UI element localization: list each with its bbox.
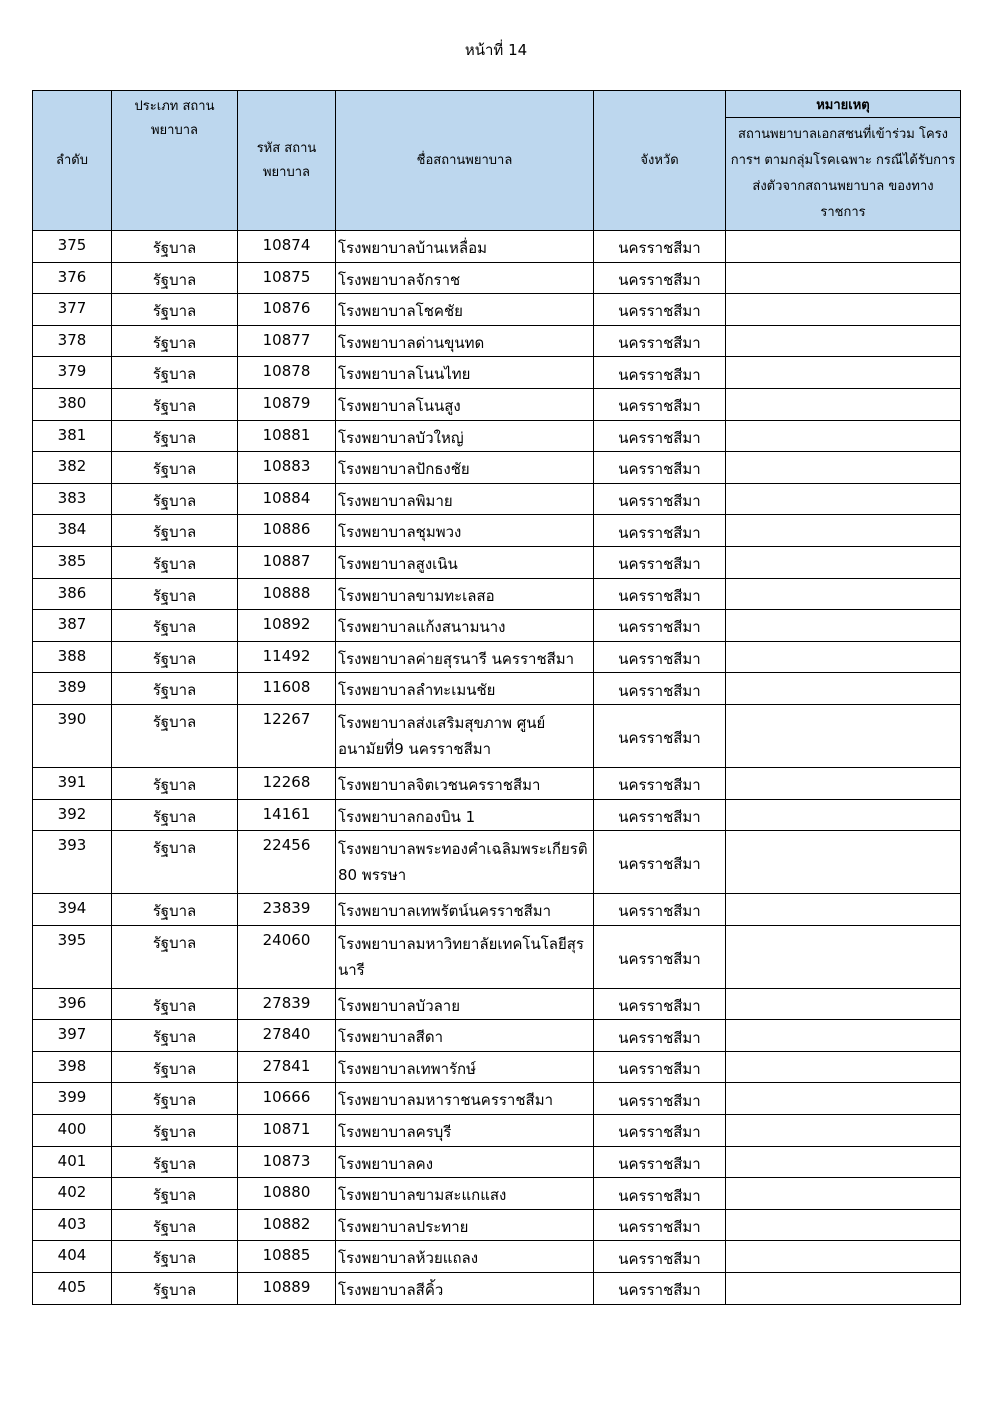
cell-code: 10871 — [238, 1115, 336, 1147]
cell-province: นครราชสีมา — [594, 578, 726, 610]
cell-province: นครราชสีมา — [594, 388, 726, 420]
cell-no: 385 — [33, 546, 112, 578]
table-row — [33, 388, 961, 420]
cell-name: โรงพยาบาลครบุรี — [336, 1115, 594, 1147]
cell-name: โรงพยาบาลโนนไทย — [336, 357, 594, 389]
cell-type: รัฐบาล — [112, 894, 238, 926]
cell-no: 376 — [33, 262, 112, 294]
table-row — [33, 515, 961, 547]
cell-note — [726, 799, 961, 831]
cell-code: 10878 — [238, 357, 336, 389]
header-code: รหัส สถานพยาบาล — [238, 91, 336, 231]
cell-note — [726, 452, 961, 484]
cell-code: 11608 — [238, 673, 336, 705]
header-note-title: หมายเหตุ — [726, 91, 961, 118]
cell-type: รัฐบาล — [112, 767, 238, 799]
cell-name: โรงพยาบาลกองบิน 1 — [336, 799, 594, 831]
cell-province: นครราชสีมา — [594, 262, 726, 294]
cell-province: นครราชสีมา — [594, 1083, 726, 1115]
table-row — [33, 641, 961, 673]
cell-type: รัฐบาล — [112, 831, 238, 894]
header-note-subtitle: สถานพยาบาลเอกสชนที่เข้าร่วม โครงการฯ ตามกลุ่มโรคเฉพาะ กรณีได้รับการส่งตัวจากสถานพยาบาล ของทางราชการ — [726, 118, 961, 231]
cell-type: รัฐบาล — [112, 799, 238, 831]
cell-province: นครราชสีมา — [594, 515, 726, 547]
cell-type: รัฐบาล — [112, 452, 238, 484]
cell-name: โรงพยาบาลขามทะเลสอ — [336, 578, 594, 610]
cell-type: รัฐบาล — [112, 1115, 238, 1147]
cell-code: 12267 — [238, 704, 336, 767]
cell-no: 397 — [33, 1020, 112, 1052]
cell-name: โรงพยาบาลปักธงชัย — [336, 452, 594, 484]
cell-name: โรงพยาบาลสูงเนิน — [336, 546, 594, 578]
cell-name: โรงพยาบาลประทาย — [336, 1209, 594, 1241]
header-province: จังหวัด — [594, 91, 726, 231]
cell-name: โรงพยาบาลลำทะเมนชัย — [336, 673, 594, 705]
cell-code: 23839 — [238, 894, 336, 926]
cell-province: นครราชสีมา — [594, 925, 726, 988]
cell-type: รัฐบาล — [112, 420, 238, 452]
cell-code: 10881 — [238, 420, 336, 452]
cell-no: 386 — [33, 578, 112, 610]
cell-type: รัฐบาล — [112, 925, 238, 988]
cell-no: 390 — [33, 704, 112, 767]
cell-code: 14161 — [238, 799, 336, 831]
cell-no: 398 — [33, 1051, 112, 1083]
cell-name: โรงพยาบาลจิตเวชนครราชสีมา — [336, 767, 594, 799]
cell-note — [726, 704, 961, 767]
cell-name: โรงพยาบาลเทพรัตน์นครราชสีมา — [336, 894, 594, 926]
cell-note — [726, 988, 961, 1020]
cell-type: รัฐบาล — [112, 988, 238, 1020]
cell-province: นครราชสีมา — [594, 1241, 726, 1273]
cell-name: โรงพยาบาลจักราช — [336, 262, 594, 294]
cell-code: 10874 — [238, 231, 336, 263]
cell-no: 394 — [33, 894, 112, 926]
cell-province: นครราชสีมา — [594, 641, 726, 673]
cell-no: 393 — [33, 831, 112, 894]
cell-type: รัฐบาล — [112, 641, 238, 673]
cell-type: รัฐบาล — [112, 357, 238, 389]
cell-code: 10876 — [238, 294, 336, 326]
cell-note — [726, 1115, 961, 1147]
cell-name: โรงพยาบาลขามสะแกแสง — [336, 1178, 594, 1210]
cell-code: 10885 — [238, 1241, 336, 1273]
table-row — [33, 452, 961, 484]
cell-province: นครราชสีมา — [594, 831, 726, 894]
cell-name: โรงพยาบาลบัวใหญ่ — [336, 420, 594, 452]
cell-name: โรงพยาบาลมหาราชนครราชสีมา — [336, 1083, 594, 1115]
cell-province: นครราชสีมา — [594, 420, 726, 452]
cell-type: รัฐบาล — [112, 325, 238, 357]
cell-note — [726, 325, 961, 357]
table-row — [33, 1273, 961, 1305]
cell-no: 379 — [33, 357, 112, 389]
cell-name: โรงพยาบาลโชคชัย — [336, 294, 594, 326]
cell-code: 27840 — [238, 1020, 336, 1052]
cell-code: 10883 — [238, 452, 336, 484]
cell-type: รัฐบาล — [112, 1241, 238, 1273]
table-row — [33, 357, 961, 389]
cell-note — [726, 641, 961, 673]
cell-code: 24060 — [238, 925, 336, 988]
cell-note — [726, 1209, 961, 1241]
cell-no: 383 — [33, 483, 112, 515]
table-row — [33, 1051, 961, 1083]
cell-name: โรงพยาบาลบัวลาย — [336, 988, 594, 1020]
cell-name: โรงพยาบาลชุมพวง — [336, 515, 594, 547]
cell-note — [726, 1020, 961, 1052]
cell-note — [726, 1083, 961, 1115]
cell-code: 10886 — [238, 515, 336, 547]
cell-province: นครราชสีมา — [594, 767, 726, 799]
table-row — [33, 1115, 961, 1147]
cell-type: รัฐบาล — [112, 483, 238, 515]
cell-type: รัฐบาล — [112, 1209, 238, 1241]
cell-note — [726, 1051, 961, 1083]
cell-province: นครราชสีมา — [594, 894, 726, 926]
cell-province: นครราชสีมา — [594, 357, 726, 389]
cell-code: 10887 — [238, 546, 336, 578]
cell-province: นครราชสีมา — [594, 325, 726, 357]
table-row — [33, 1146, 961, 1178]
cell-no: 401 — [33, 1146, 112, 1178]
table-row — [33, 1209, 961, 1241]
cell-no: 381 — [33, 420, 112, 452]
table-row — [33, 1083, 961, 1115]
cell-name: โรงพยาบาลค่ายสุรนารี นครราชสีมา — [336, 641, 594, 673]
table-row — [33, 578, 961, 610]
cell-province: นครราชสีมา — [594, 988, 726, 1020]
table-row — [33, 262, 961, 294]
cell-no: 404 — [33, 1241, 112, 1273]
cell-note — [726, 831, 961, 894]
cell-code: 27839 — [238, 988, 336, 1020]
cell-province: นครราชสีมา — [594, 1178, 726, 1210]
table-row — [33, 767, 961, 799]
table-row — [33, 1178, 961, 1210]
cell-province: นครราชสีมา — [594, 799, 726, 831]
cell-name: โรงพยาบาลด่านขุนทด — [336, 325, 594, 357]
cell-note — [726, 1241, 961, 1273]
table-row — [33, 799, 961, 831]
cell-code: 22456 — [238, 831, 336, 894]
cell-no: 388 — [33, 641, 112, 673]
table-row — [33, 1241, 961, 1273]
cell-type: รัฐบาล — [112, 546, 238, 578]
cell-province: นครราชสีมา — [594, 231, 726, 263]
cell-name: โรงพยาบาลโนนสูง — [336, 388, 594, 420]
hospital-table — [32, 90, 961, 1305]
cell-code: 10879 — [238, 388, 336, 420]
cell-code: 27841 — [238, 1051, 336, 1083]
cell-province: นครราชสีมา — [594, 1209, 726, 1241]
cell-note — [726, 1146, 961, 1178]
cell-note — [726, 1273, 961, 1305]
cell-type: รัฐบาล — [112, 231, 238, 263]
table-row — [33, 925, 961, 988]
cell-code: 10877 — [238, 325, 336, 357]
table-row — [33, 546, 961, 578]
cell-no: 384 — [33, 515, 112, 547]
cell-province: นครราชสีมา — [594, 610, 726, 642]
cell-name: โรงพยาบาลพระทองคำเฉลิมพระเกียรติ 80 พรรษา — [336, 831, 594, 894]
cell-province: นครราชสีมา — [594, 673, 726, 705]
cell-type: รัฐบาล — [112, 578, 238, 610]
cell-no: 405 — [33, 1273, 112, 1305]
cell-province: นครราชสีมา — [594, 704, 726, 767]
cell-note — [726, 578, 961, 610]
cell-no: 377 — [33, 294, 112, 326]
table-row — [33, 673, 961, 705]
cell-province: นครราชสีมา — [594, 294, 726, 326]
cell-note — [726, 483, 961, 515]
cell-code: 10884 — [238, 483, 336, 515]
cell-type: รัฐบาล — [112, 1146, 238, 1178]
cell-type: รัฐบาล — [112, 673, 238, 705]
table-row — [33, 704, 961, 767]
cell-no: 392 — [33, 799, 112, 831]
cell-province: นครราชสีมา — [594, 1020, 726, 1052]
header-name: ชื่อสถานพยาบาล — [336, 91, 594, 231]
cell-no: 399 — [33, 1083, 112, 1115]
cell-code: 12268 — [238, 767, 336, 799]
cell-no: 403 — [33, 1209, 112, 1241]
cell-name: โรงพยาบาลมหาวิทยาลัยเทคโนโลยีสุรนารี — [336, 925, 594, 988]
cell-note — [726, 357, 961, 389]
cell-code: 10873 — [238, 1146, 336, 1178]
cell-no: 395 — [33, 925, 112, 988]
cell-type: รัฐบาล — [112, 1051, 238, 1083]
table-row — [33, 1020, 961, 1052]
cell-type: รัฐบาล — [112, 262, 238, 294]
table-row — [33, 831, 961, 894]
header-type: ประเภท สถานพยาบาล — [112, 91, 238, 231]
table-row — [33, 610, 961, 642]
cell-no: 380 — [33, 388, 112, 420]
cell-code: 10892 — [238, 610, 336, 642]
cell-type: รัฐบาล — [112, 704, 238, 767]
cell-note — [726, 420, 961, 452]
cell-type: รัฐบาล — [112, 1178, 238, 1210]
cell-province: นครราชสีมา — [594, 1273, 726, 1305]
cell-province: นครราชสีมา — [594, 1115, 726, 1147]
cell-name: โรงพยาบาลคง — [336, 1146, 594, 1178]
cell-code: 10880 — [238, 1178, 336, 1210]
cell-no: 375 — [33, 231, 112, 263]
cell-type: รัฐบาล — [112, 294, 238, 326]
table-row — [33, 294, 961, 326]
cell-no: 402 — [33, 1178, 112, 1210]
table-body — [33, 231, 961, 1305]
cell-note — [726, 262, 961, 294]
cell-code: 10882 — [238, 1209, 336, 1241]
cell-type: รัฐบาล — [112, 1083, 238, 1115]
table-row — [33, 420, 961, 452]
cell-type: รัฐบาล — [112, 610, 238, 642]
table-row — [33, 988, 961, 1020]
cell-note — [726, 294, 961, 326]
cell-type: รัฐบาล — [112, 1273, 238, 1305]
cell-note — [726, 894, 961, 926]
cell-note — [726, 767, 961, 799]
cell-note — [726, 515, 961, 547]
cell-no: 378 — [33, 325, 112, 357]
header-no: ลำดับ — [33, 91, 112, 231]
table-row — [33, 231, 961, 263]
cell-no: 387 — [33, 610, 112, 642]
table-row — [33, 894, 961, 926]
cell-name: โรงพยาบาลสีดา — [336, 1020, 594, 1052]
cell-province: นครราชสีมา — [594, 452, 726, 484]
cell-no: 391 — [33, 767, 112, 799]
page-number: หน้าที่ 14 — [464, 41, 528, 59]
cell-note — [726, 925, 961, 988]
cell-code: 10666 — [238, 1083, 336, 1115]
cell-province: นครราชสีมา — [594, 1051, 726, 1083]
cell-no: 389 — [33, 673, 112, 705]
cell-code: 10875 — [238, 262, 336, 294]
cell-note — [726, 546, 961, 578]
cell-note — [726, 388, 961, 420]
cell-province: นครราชสีมา — [594, 546, 726, 578]
cell-province: นครราชสีมา — [594, 483, 726, 515]
cell-name: โรงพยาบาลส่งเสริมสุขภาพ ศูนย์อนามัยที่9 นครราชสีมา — [336, 704, 594, 767]
cell-code: 10889 — [238, 1273, 336, 1305]
cell-province: นครราชสีมา — [594, 1146, 726, 1178]
table-header — [33, 91, 961, 231]
cell-no: 400 — [33, 1115, 112, 1147]
cell-name: โรงพยาบาลเทพารักษ์ — [336, 1051, 594, 1083]
cell-name: โรงพยาบาลแก้งสนามนาง — [336, 610, 594, 642]
cell-code: 11492 — [238, 641, 336, 673]
cell-name: โรงพยาบาลห้วยแถลง — [336, 1241, 594, 1273]
cell-name: โรงพยาบาลสีคิ้ว — [336, 1273, 594, 1305]
table-row — [33, 483, 961, 515]
cell-name: โรงพยาบาลบ้านเหลื่อม — [336, 231, 594, 263]
cell-note — [726, 610, 961, 642]
cell-type: รัฐบาล — [112, 515, 238, 547]
cell-type: รัฐบาล — [112, 1020, 238, 1052]
cell-no: 382 — [33, 452, 112, 484]
table-row — [33, 325, 961, 357]
cell-note — [726, 673, 961, 705]
cell-name: โรงพยาบาลพิมาย — [336, 483, 594, 515]
cell-code: 10888 — [238, 578, 336, 610]
cell-note — [726, 1178, 961, 1210]
cell-no: 396 — [33, 988, 112, 1020]
cell-type: รัฐบาล — [112, 388, 238, 420]
cell-note — [726, 231, 961, 263]
